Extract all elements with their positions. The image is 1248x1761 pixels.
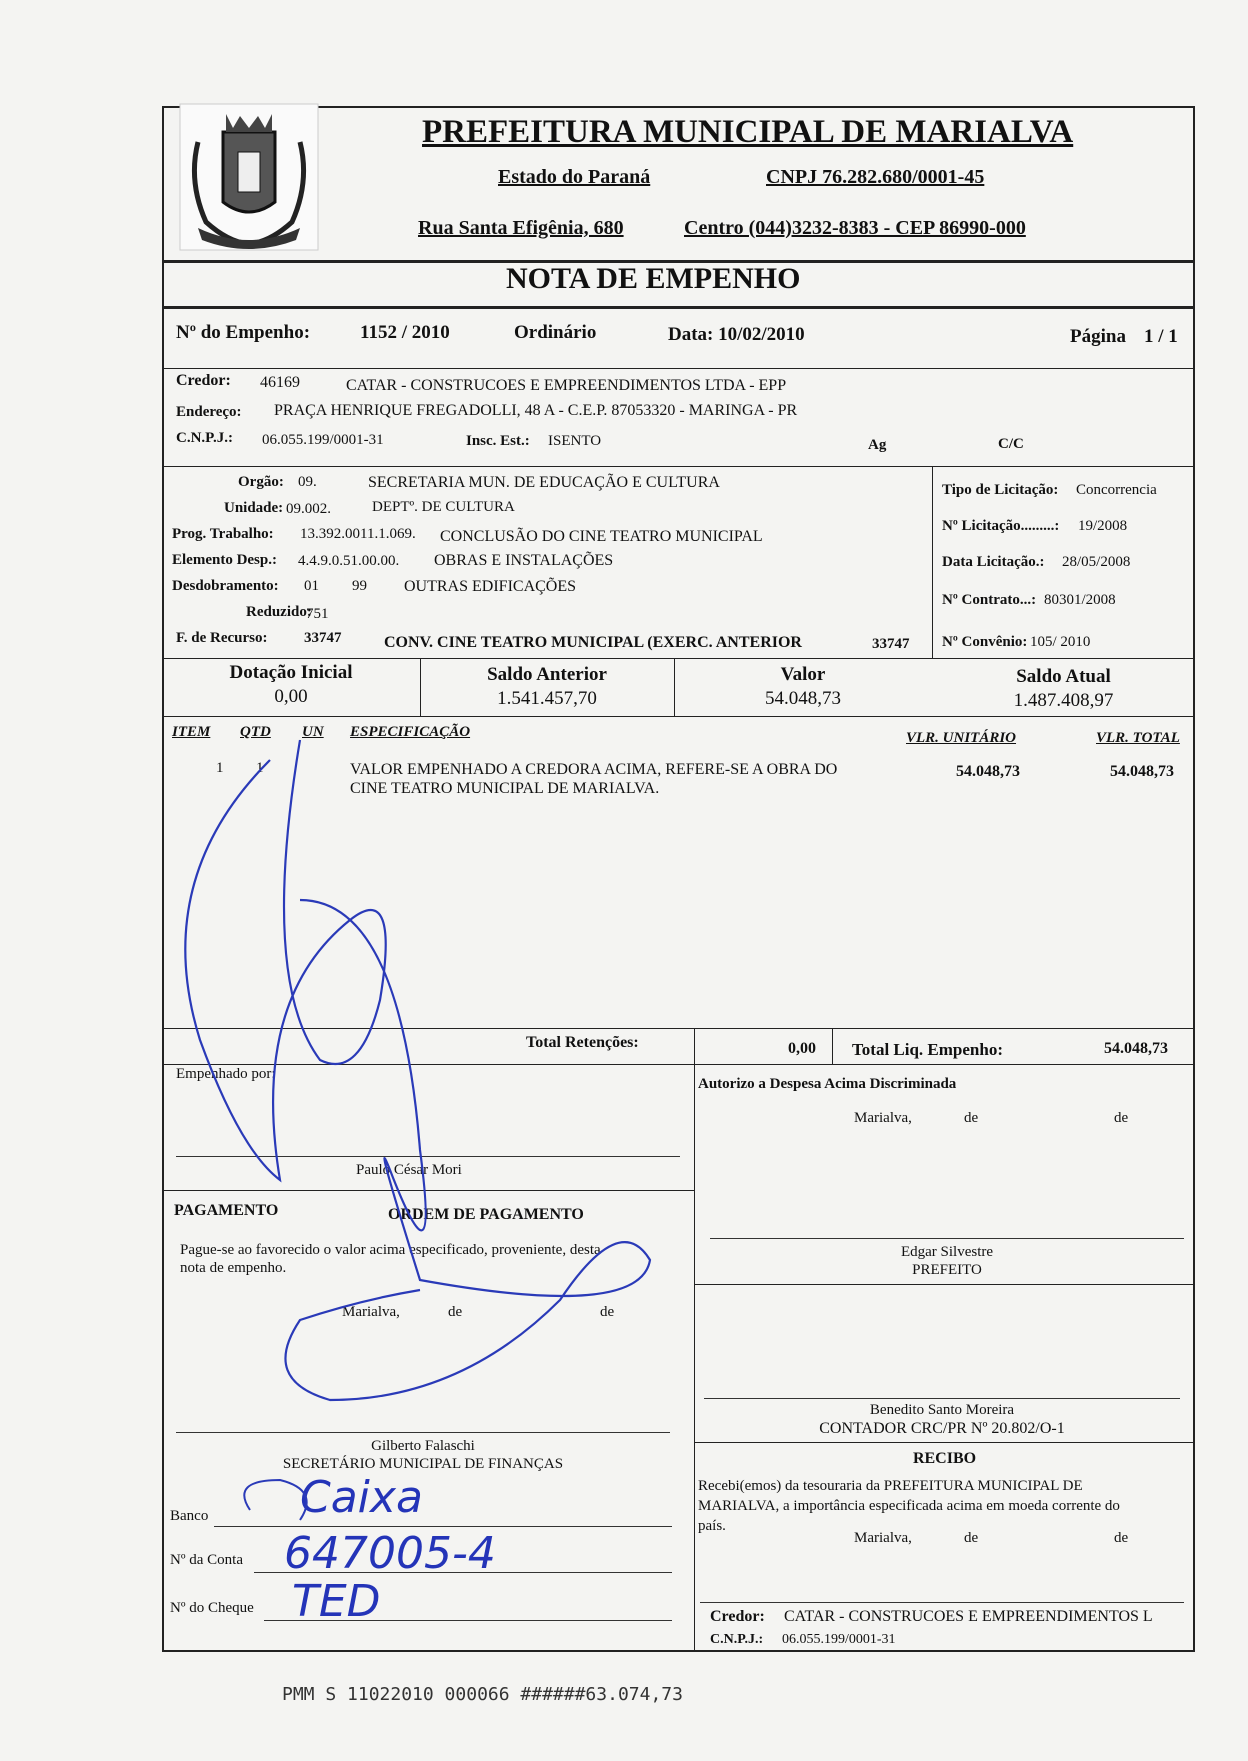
- row-qtd: 1: [256, 760, 264, 776]
- pagamento-role: SECRETÁRIO MUNICIPAL DE FINANÇAS: [282, 1456, 564, 1472]
- pagamento-signer: Gilberto Falaschi: [371, 1438, 475, 1454]
- convenio-label: Nº Convênio:: [942, 634, 1028, 650]
- conta-handwritten: 647005-4: [284, 1528, 496, 1579]
- fonte-name: CONV. CINE TEATRO MUNICIPAL (EXERC. ANTERIOR: [384, 634, 802, 651]
- desd-a: 01: [304, 578, 319, 594]
- red-label: Reduzido:: [246, 604, 312, 620]
- elem-code: 4.4.9.0.51.00.00.: [298, 553, 400, 569]
- insc-label: Insc. Est.:: [466, 433, 530, 449]
- liq-value: 54.048,73: [1104, 1040, 1168, 1057]
- row-total: 54.048,73: [1110, 763, 1174, 780]
- credor-cnpj: 06.055.199/0001-31: [262, 432, 384, 448]
- fonte-label: F. de Recurso:: [176, 630, 268, 646]
- unidade-name: DEPTº. DE CULTURA: [372, 499, 515, 515]
- conta-label: Nº da Conta: [170, 1552, 243, 1568]
- red-value: 751: [306, 606, 329, 622]
- col-spec: ESPECIFICAÇÃO: [350, 724, 471, 740]
- liq-label: Total Liq. Empenho:: [852, 1040, 1003, 1059]
- ag-label: Ag: [868, 437, 887, 453]
- recibo-text1: Recebi(emos) da tesouraria da PREFEITURA MUNICIPAL DE: [698, 1478, 1083, 1494]
- header-address-rest: Centro (044)3232-8383 - CEP 86990-000: [684, 217, 1026, 239]
- fonte-code: 33747: [304, 630, 342, 646]
- empenhado-signer: Paulo César Mori: [356, 1162, 462, 1178]
- valor-label: Valor: [780, 664, 826, 685]
- tipo-licitacao-label: Tipo de Licitação:: [942, 482, 1059, 498]
- prog-code: 13.392.0011.1.069.: [300, 526, 416, 542]
- orgao-code: 09.: [298, 474, 317, 490]
- anterior-value: 1.541.457,70: [497, 688, 597, 709]
- pagamento-label: PAGAMENTO: [174, 1202, 279, 1219]
- cheque-label: Nº do Cheque: [170, 1600, 254, 1616]
- bank-stamp: PMM S 11022010 000066 ######63.074,73: [282, 1684, 683, 1705]
- address-label: Endereço:: [176, 404, 242, 420]
- autorizo-signer: Edgar Silvestre: [900, 1244, 994, 1260]
- header-title: PREFEITURA MUNICIPAL DE MARIALVA: [422, 114, 1074, 150]
- pagamento-de1: de: [448, 1304, 463, 1320]
- unidade-code: 09.002.: [286, 501, 331, 517]
- dotacao-value: 0,00: [274, 686, 308, 707]
- pagamento-de2: de: [600, 1304, 615, 1320]
- contrato-label: Nº Contrato...:: [942, 592, 1037, 608]
- banco-handwritten: Caixa: [300, 1472, 423, 1523]
- convenio: 105/ 2010: [1030, 634, 1091, 650]
- recibo-credor-label: Credor:: [710, 1608, 765, 1625]
- col-unit: VLR. UNITÁRIO: [906, 730, 1017, 746]
- credor-name: CATAR - CONSTRUCOES E EMPREENDIMENTOS LTDA - EPP: [346, 377, 787, 394]
- doc-title: NOTA DE EMPENHO: [506, 262, 801, 295]
- data-licitacao-label: Data Licitação.:: [942, 554, 1045, 570]
- recibo-de2: de: [1114, 1530, 1129, 1546]
- row-unit: 54.048,73: [956, 763, 1020, 780]
- credor-code: 46169: [260, 374, 300, 391]
- fonte-code2: 33747: [872, 636, 910, 652]
- banco-label: Banco: [170, 1508, 209, 1524]
- recibo-cnpj-label: C.N.P.J.:: [710, 1632, 764, 1647]
- empenho-label: Nº do Empenho:: [176, 322, 311, 343]
- autorizo-label: Autorizo a Despesa Acima Discriminada: [698, 1076, 957, 1092]
- prog-label: Prog. Trabalho:: [172, 526, 274, 542]
- col-un: UN: [302, 724, 324, 740]
- pagamento-text2: nota de empenho.: [180, 1260, 287, 1276]
- recibo-text2: MARIALVA, a importância especificada acima em moeda corrente do: [698, 1498, 1120, 1514]
- col-item: ITEM: [172, 724, 211, 740]
- cheque-handwritten: TED: [292, 1576, 381, 1627]
- orgao-name: SECRETARIA MUN. DE EDUCAÇÃO E CULTURA: [368, 474, 720, 491]
- num-licitacao-label: Nº Licitação.........:: [942, 518, 1060, 534]
- empenho-number: 1152 / 2010: [360, 322, 450, 343]
- header-address: Rua Santa Efigênia, 680: [418, 217, 624, 239]
- page-label: Página: [1070, 326, 1126, 347]
- ret-value: 0,00: [788, 1040, 816, 1057]
- recibo-credor: CATAR - CONSTRUCOES E EMPREENDIMENTOS L: [784, 1608, 1153, 1625]
- autorizo-place: Marialva,: [854, 1110, 912, 1126]
- recibo-text3: país.: [698, 1518, 726, 1534]
- ordem-label: ORDEM DE PAGAMENTO: [388, 1206, 584, 1223]
- data-licitacao: 28/05/2008: [1062, 554, 1131, 570]
- empenhado-label: Empenhado por:: [176, 1066, 276, 1082]
- empenho-type: Ordinário: [514, 322, 597, 343]
- insc-value: ISENTO: [548, 433, 602, 449]
- col-total: VLR. TOTAL: [1096, 730, 1180, 746]
- atual-value: 1.487.408,97: [1013, 690, 1114, 711]
- dotacao-label: Dotação Inicial: [229, 662, 353, 683]
- desd-name: OUTRAS EDIFICAÇÕES: [404, 578, 577, 595]
- credor-label: Credor:: [176, 372, 231, 389]
- autorizo-de2: de: [1114, 1110, 1129, 1126]
- credor-address: PRAÇA HENRIQUE FREGADOLLI, 48 A - C.E.P. 87053320 - MARINGA - PR: [274, 402, 798, 419]
- row-spec-line2: CINE TEATRO MUNICIPAL DE MARIALVA.: [350, 780, 660, 797]
- cc-label: C/C: [998, 436, 1024, 452]
- desd-label: Desdobramento:: [172, 578, 279, 594]
- pagamento-place: Marialva,: [342, 1304, 400, 1320]
- recibo-de1: de: [964, 1530, 979, 1546]
- autorizo-de1: de: [964, 1110, 979, 1126]
- elem-name: OBRAS E INSTALAÇÕES: [434, 552, 614, 569]
- prog-name: CONCLUSÃO DO CINE TEATRO MUNICIPAL: [440, 528, 763, 545]
- pagamento-text1: Pague-se ao favorecido o valor acima especificado, proveniente, desta: [180, 1242, 601, 1258]
- recibo-cnpj: 06.055.199/0001-31: [782, 1632, 896, 1647]
- ret-label: Total Retenções:: [526, 1034, 639, 1051]
- empenho-date: Data: 10/02/2010: [668, 324, 805, 345]
- elem-label: Elemento Desp.:: [172, 552, 277, 568]
- autorizo-role: PREFEITO: [912, 1262, 982, 1278]
- tipo-licitacao: Concorrencia: [1076, 482, 1157, 498]
- desd-b: 99: [352, 578, 367, 594]
- header-cnpj: CNPJ 76.282.680/0001-45: [766, 166, 985, 188]
- row-spec-line1: VALOR EMPENHADO A CREDORA ACIMA, REFERE-SE A OBRA DO: [350, 761, 838, 778]
- contrato: 80301/2008: [1044, 592, 1116, 608]
- valor-value: 54.048,73: [765, 688, 841, 709]
- atual-label: Saldo Atual: [1016, 666, 1111, 687]
- unidade-label: Unidade:: [224, 500, 284, 516]
- num-licitacao: 19/2008: [1078, 518, 1128, 534]
- recibo-label: RECIBO: [912, 1450, 977, 1467]
- cnpj-label: C.N.P.J.:: [176, 430, 233, 446]
- recibo-place: Marialva,: [854, 1530, 912, 1546]
- orgao-label: Orgão:: [238, 474, 284, 490]
- header-state: Estado do Paraná: [498, 166, 651, 188]
- row-item: 1: [216, 760, 224, 776]
- anterior-label: Saldo Anterior: [487, 664, 607, 685]
- page-number: 1 / 1: [1144, 326, 1178, 347]
- contador-role: CONTADOR CRC/PR Nº 20.802/O-1: [819, 1420, 1065, 1437]
- contador-signer: Benedito Santo Moreira: [869, 1402, 1015, 1418]
- col-qtd: QTD: [240, 724, 271, 740]
